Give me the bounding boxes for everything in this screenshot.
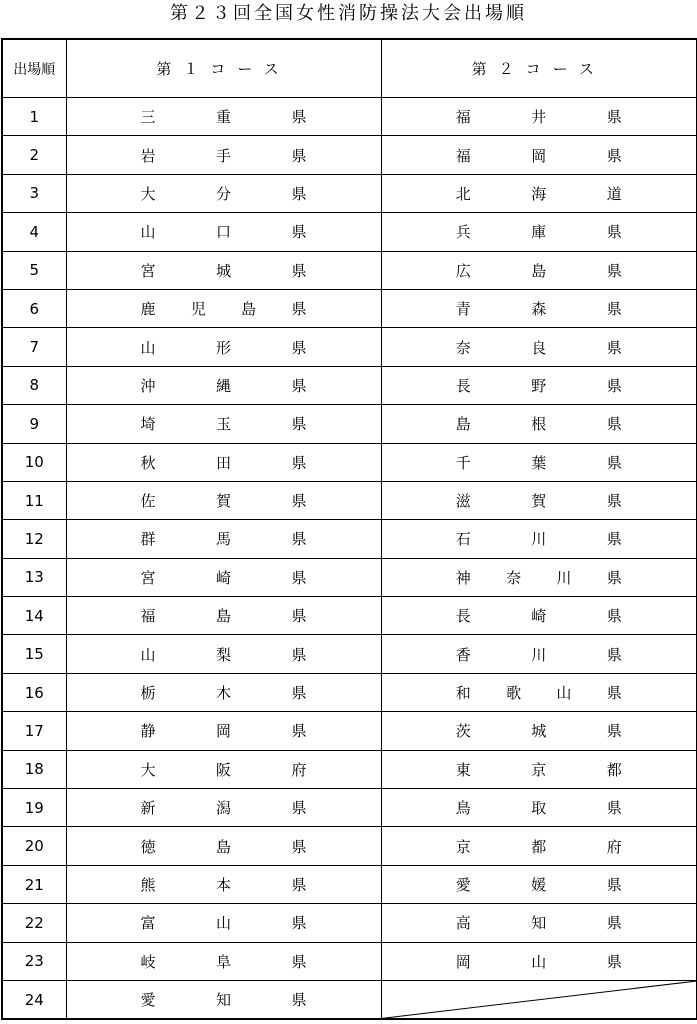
- course-2-cell: [381, 251, 697, 289]
- course-2-cell: [381, 597, 697, 635]
- table-row: [2, 405, 697, 443]
- course-2-cell: [381, 558, 697, 596]
- course-2-cell: [381, 213, 697, 251]
- prefecture-name: 三 重 県: [140, 108, 307, 127]
- prefecture-name: 茨 城 県: [455, 722, 622, 741]
- order-number: 11: [2, 481, 66, 519]
- prefecture-name: 鹿 児 島 県: [140, 300, 307, 319]
- order-number: 22: [2, 904, 66, 942]
- prefecture-name: 愛 媛 県: [455, 876, 622, 894]
- table-row: [2, 827, 697, 865]
- prefecture-name: 山 梨 県: [140, 645, 307, 664]
- order-number: 10: [2, 443, 66, 481]
- course-1-cell: [66, 289, 381, 327]
- prefecture-name: 宮 城 県: [140, 261, 307, 280]
- course-1-cell: [66, 520, 381, 558]
- course-2-cell: [381, 328, 697, 366]
- course-1-cell: [66, 405, 381, 443]
- course-2-cell: [381, 712, 697, 750]
- course-1-cell: [66, 904, 381, 942]
- course-2-cell: [381, 98, 697, 136]
- course-2-cell: [381, 481, 697, 519]
- prefecture-name: 岡 山 県: [455, 952, 622, 971]
- order-number: 13: [2, 558, 66, 596]
- course-2-cell: [381, 520, 697, 558]
- course-2-cell: [381, 865, 697, 903]
- prefecture-name: 京 都 府: [455, 837, 622, 856]
- prefecture-name: 徳 島 県: [140, 837, 307, 856]
- prefecture-name: 熊 本 県: [140, 876, 307, 894]
- course-1-cell: [66, 174, 381, 212]
- prefecture-name: 香 川 県: [455, 645, 622, 664]
- course-1-cell: [66, 443, 381, 481]
- course-2-cell: [381, 174, 697, 212]
- course-2-empty-cell: [381, 980, 697, 1019]
- table-row: [2, 865, 697, 903]
- prefecture-name: 和 歌 山 県: [455, 684, 622, 703]
- prefecture-name: 佐 賀 県: [140, 492, 307, 511]
- course-2-cell: [381, 366, 697, 404]
- order-number: 20: [2, 827, 66, 865]
- table-row: [2, 251, 697, 289]
- order-number: 7: [2, 328, 66, 366]
- course-2-cell: [381, 405, 697, 443]
- prefecture-name: 山 形 県: [140, 338, 307, 357]
- prefecture-name: 滋 賀 県: [455, 492, 622, 511]
- course-1-cell: [66, 213, 381, 251]
- table-row: [2, 481, 697, 519]
- course-1-cell: [66, 750, 381, 788]
- order-number: 14: [2, 597, 66, 635]
- course-2-cell: [381, 289, 697, 327]
- course-2-cell: [381, 827, 697, 865]
- table-row: [2, 213, 697, 251]
- course-1-cell: [66, 251, 381, 289]
- table-row: [2, 904, 697, 942]
- table-row: [2, 136, 697, 174]
- prefecture-name: 長 野 県: [455, 376, 622, 395]
- prefecture-name: 群 馬 県: [140, 530, 307, 549]
- prefecture-name: 長 崎 県: [455, 607, 622, 626]
- order-number: 23: [2, 942, 66, 980]
- prefecture-name: 宮 崎 県: [140, 568, 307, 587]
- course-1-cell: [66, 98, 381, 136]
- prefecture-name: 鳥 取 県: [455, 799, 622, 818]
- prefecture-name: 沖 縄 県: [140, 376, 307, 395]
- prefecture-name: 神 奈 川 県: [455, 568, 622, 587]
- prefecture-name: 東 京 都: [455, 760, 622, 779]
- order-number: 21: [2, 865, 66, 903]
- order-number: 5: [2, 251, 66, 289]
- order-number: 17: [2, 712, 66, 750]
- course-1-cell: [66, 712, 381, 750]
- table-row: [2, 289, 697, 327]
- prefecture-name: 石 川 県: [455, 530, 622, 549]
- course-1-cell: [66, 980, 381, 1019]
- order-number: 2: [2, 136, 66, 174]
- prefecture-name: 愛 知 県: [140, 991, 307, 1010]
- order-number: 1: [2, 98, 66, 136]
- prefecture-name: 山 口 県: [140, 223, 307, 242]
- course-2-cell: [381, 942, 697, 980]
- course-2-cell: [381, 443, 697, 481]
- prefecture-name: 福 井 県: [455, 108, 622, 127]
- course-1-cell: [66, 827, 381, 865]
- course-2-cell: [381, 136, 697, 174]
- course-1-cell: [66, 328, 381, 366]
- prefecture-name: 兵 庫 県: [455, 223, 622, 242]
- order-number: 15: [2, 635, 66, 673]
- table-row: [2, 597, 697, 635]
- prefecture-name: 岐 阜 県: [140, 952, 307, 971]
- course-1-cell: [66, 635, 381, 673]
- course-2-cell: [381, 789, 697, 827]
- table-row: [2, 558, 697, 596]
- order-number: 24: [2, 980, 66, 1019]
- order-number: 3: [2, 174, 66, 212]
- prefecture-name: 静 岡 県: [140, 722, 307, 741]
- prefecture-name: 秋 田 県: [140, 453, 307, 472]
- order-number: 12: [2, 520, 66, 558]
- order-number: 6: [2, 289, 66, 327]
- page-title: 第２３回全国女性消防操法大会出場順: [170, 3, 527, 24]
- table-row: [2, 174, 697, 212]
- prefecture-name: 新 潟 県: [140, 799, 307, 818]
- start-order-table: [1, 38, 697, 1020]
- order-number: 4: [2, 213, 66, 251]
- prefecture-name: 埼 玉 県: [140, 415, 307, 434]
- course-1-cell: [66, 481, 381, 519]
- header-course-2: 第２コース: [381, 39, 697, 98]
- prefecture-name: 福 岡 県: [455, 146, 622, 165]
- table-row: [2, 328, 697, 366]
- course-1-cell: [66, 366, 381, 404]
- order-number: 9: [2, 405, 66, 443]
- course-2-cell: [381, 904, 697, 942]
- table-row: [2, 443, 697, 481]
- prefecture-name: 広 島 県: [455, 261, 622, 280]
- table-row: [2, 789, 697, 827]
- course-2-cell: [381, 673, 697, 711]
- header-order: 出場順: [2, 39, 66, 98]
- prefecture-name: 高 知 県: [455, 914, 622, 933]
- order-number: 19: [2, 789, 66, 827]
- table-row: [2, 942, 697, 980]
- prefecture-name: 大 阪 府: [140, 760, 307, 779]
- course-1-cell: [66, 558, 381, 596]
- table-row: [2, 98, 697, 136]
- prefecture-name: 大 分 県: [140, 184, 307, 203]
- course-1-cell: [66, 597, 381, 635]
- order-number: 8: [2, 366, 66, 404]
- prefecture-name: 福 島 県: [140, 607, 307, 626]
- table-row: [2, 750, 697, 788]
- table-row: [2, 673, 697, 711]
- table-row: [2, 980, 697, 1019]
- course-1-cell: [66, 789, 381, 827]
- table-row: [2, 635, 697, 673]
- order-number: 18: [2, 750, 66, 788]
- prefecture-name: 岩 手 県: [140, 146, 307, 165]
- prefecture-name: 栃 木 県: [140, 684, 307, 703]
- prefecture-name: 北 海 道: [455, 184, 622, 203]
- table-body: [2, 98, 697, 1020]
- table-header-row: [2, 39, 697, 98]
- header-course-1: 第１コース: [66, 39, 381, 98]
- order-number: 16: [2, 673, 66, 711]
- course-1-cell: [66, 942, 381, 980]
- table-row: [2, 520, 697, 558]
- prefecture-name: 富 山 県: [140, 914, 307, 933]
- prefecture-name: 青 森 県: [455, 300, 622, 319]
- course-1-cell: [66, 673, 381, 711]
- prefecture-name: 奈 良 県: [455, 338, 622, 357]
- course-1-cell: [66, 865, 381, 903]
- course-1-cell: [66, 136, 381, 174]
- table-row: [2, 366, 697, 404]
- table-row: [2, 712, 697, 750]
- empty-slash: [382, 981, 697, 1018]
- course-2-cell: [381, 750, 697, 788]
- prefecture-name: 千 葉 県: [455, 453, 622, 472]
- course-2-cell: [381, 635, 697, 673]
- prefecture-name: 島 根 県: [455, 415, 622, 434]
